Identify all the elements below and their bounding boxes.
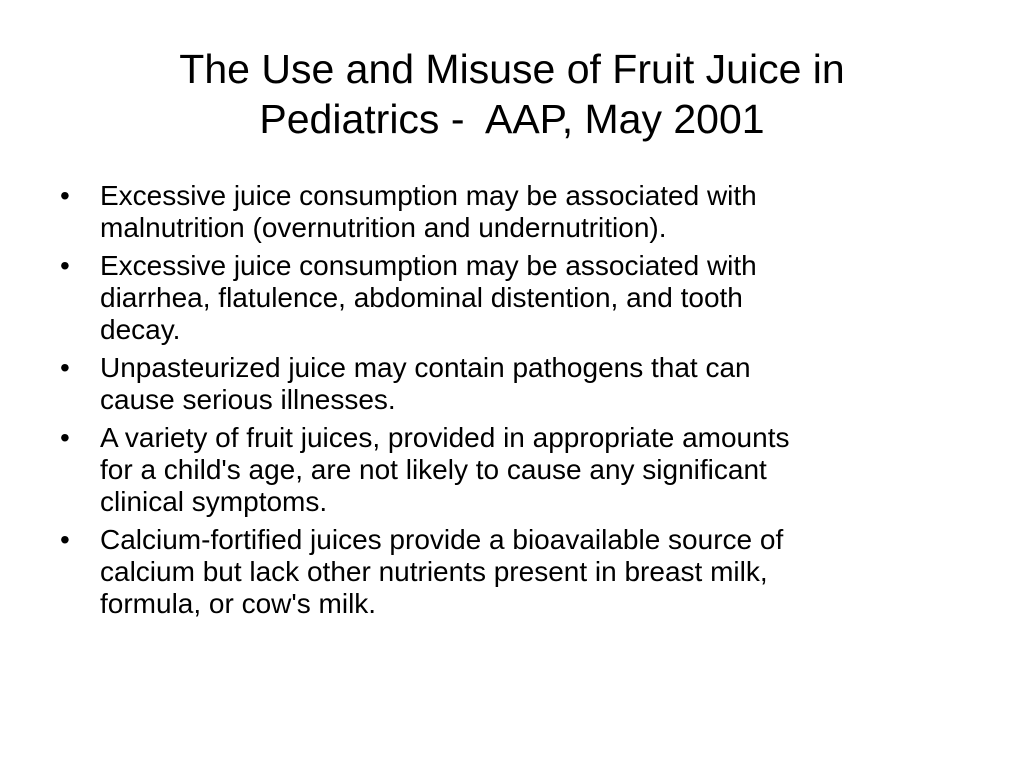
- bullet-item-malnutrition: [56, 180, 956, 244]
- bullet-text: [100, 250, 956, 346]
- bullet-line: diarrhea, flatulence, abdominal distention, and tooth: [100, 282, 743, 313]
- bullet-line: Excessive juice consumption may be associated with: [100, 250, 757, 281]
- slide-title-line-2: Pediatrics - AAP, May 2001: [259, 96, 765, 142]
- bullet-dot-icon: •: [60, 180, 70, 211]
- bullet-dot-icon: •: [60, 250, 70, 281]
- bullet-item-gi-symptoms: [56, 250, 956, 346]
- bullet-line: calcium but lack other nutrients present in breast milk,: [100, 556, 768, 587]
- bullet-line: formula, or cow's milk.: [100, 588, 377, 619]
- bullet-text: [100, 180, 956, 244]
- bullet-line: clinical symptoms.: [100, 486, 328, 517]
- bullet-line: Excessive juice consumption may be associated with: [100, 180, 757, 211]
- bullet-line: cause serious illnesses.: [100, 384, 396, 415]
- bullet-line: for a child's age, are not likely to cause any significant: [100, 454, 767, 485]
- bullet-list: [56, 180, 956, 626]
- bullet-text: [100, 352, 956, 416]
- bullet-dot-icon: •: [60, 422, 70, 453]
- slide-title-line-1: The Use and Misuse of Fruit Juice in: [179, 46, 845, 92]
- bullet-dot-icon: •: [60, 352, 70, 383]
- slide-title: [80, 44, 944, 144]
- bullet-line: Unpasteurized juice may contain pathogens that can: [100, 352, 751, 383]
- bullet-text: [100, 524, 956, 620]
- bullet-line: malnutrition (overnutrition and undernutrition).: [100, 212, 667, 243]
- bullet-item-calcium-fortified: [56, 524, 956, 620]
- bullet-line: Calcium-fortified juices provide a bioavailable source of: [100, 524, 784, 555]
- bullet-item-unpasteurized: [56, 352, 956, 416]
- bullet-line: decay.: [100, 314, 181, 345]
- bullet-line: A variety of fruit juices, provided in appropriate amounts: [100, 422, 790, 453]
- bullet-dot-icon: •: [60, 524, 70, 555]
- bullet-item-appropriate-amounts: [56, 422, 956, 518]
- bullet-text: [100, 422, 956, 518]
